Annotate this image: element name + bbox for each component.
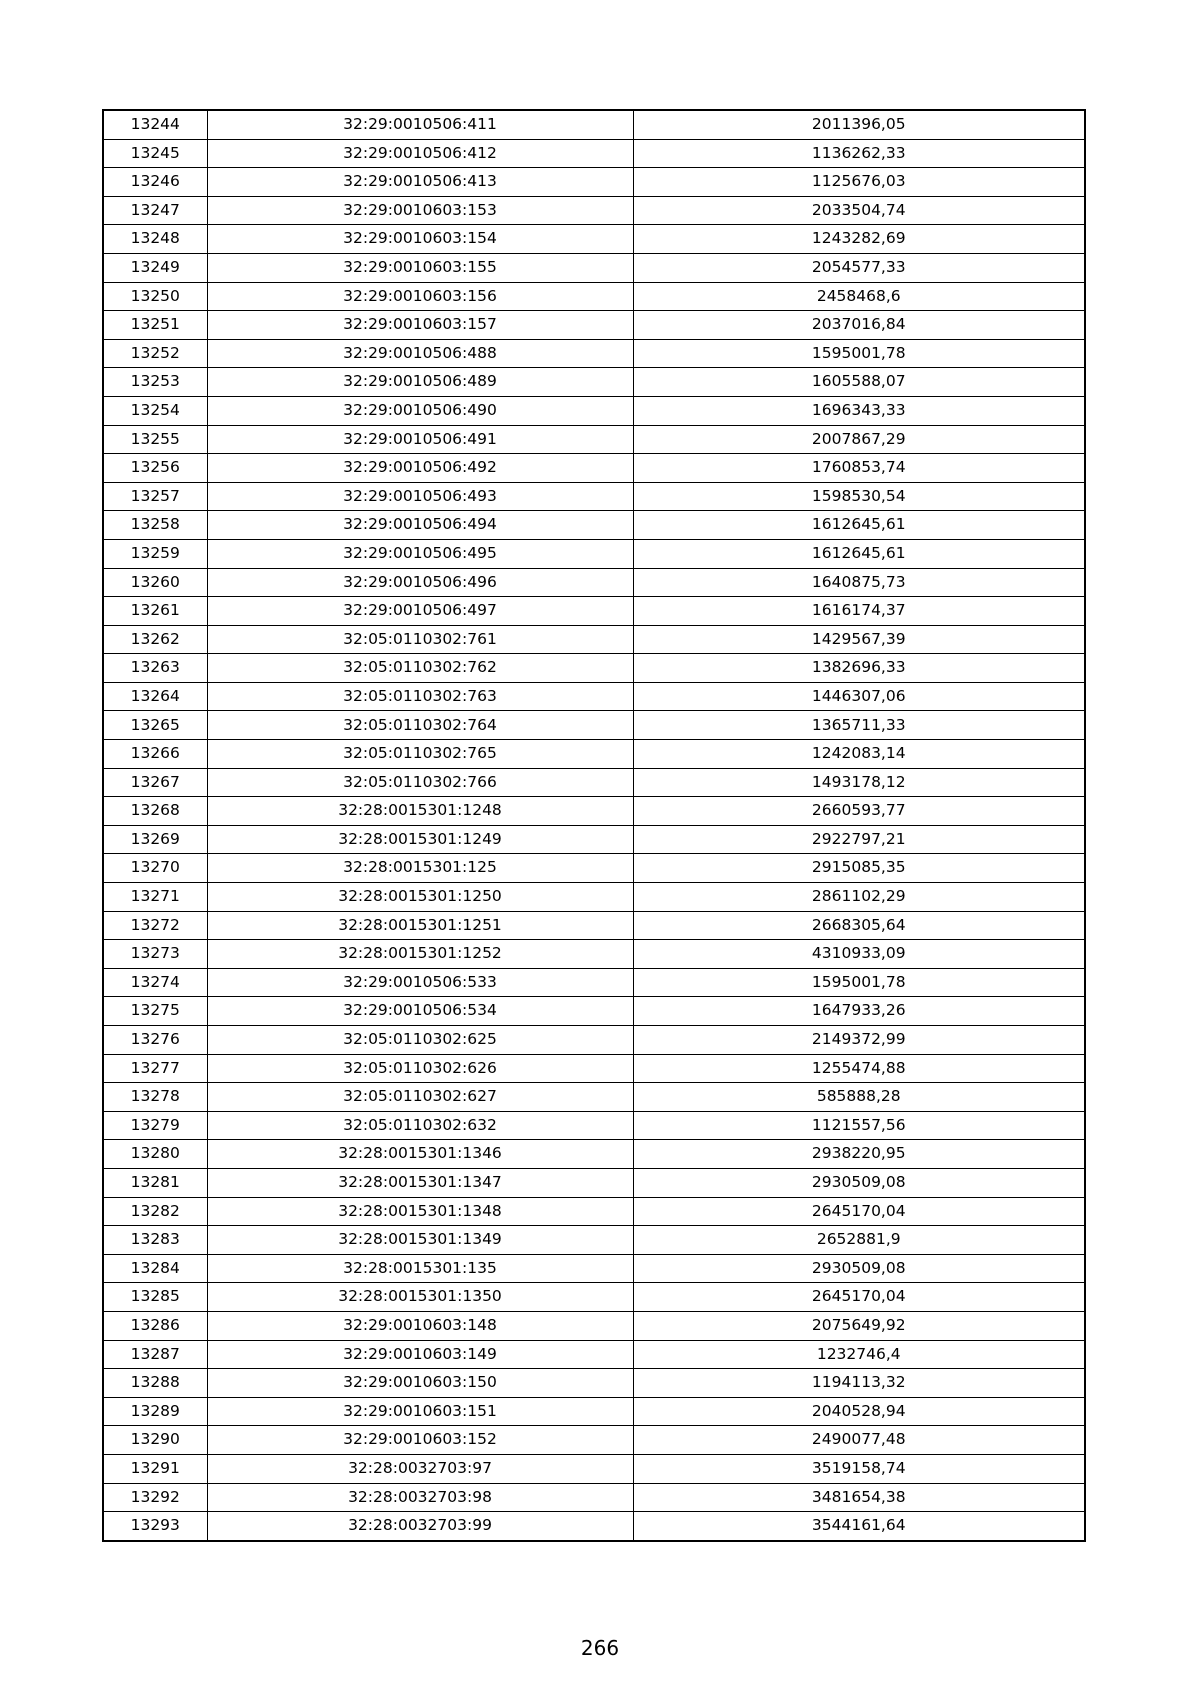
row-number-cell: 13253 [103,368,207,397]
cadastral-number-cell: 32:29:0010506:494 [207,511,633,540]
cadastral-number-cell: 32:28:0015301:1349 [207,1226,633,1255]
cadastral-value-cell: 1194113,32 [633,1369,1085,1398]
cadastral-number-cell: 32:28:0015301:1249 [207,825,633,854]
row-number-cell: 13267 [103,768,207,797]
table-row [103,1426,1085,1455]
cadastral-number-cell: 32:28:0015301:1350 [207,1283,633,1312]
cadastral-value-cell: 1696343,33 [633,396,1085,425]
cadastral-number-cell: 32:05:0110302:625 [207,1026,633,1055]
table-row [103,997,1085,1026]
cadastral-value-cell: 4310933,09 [633,940,1085,969]
table-row [103,1311,1085,1340]
row-number-cell: 13282 [103,1197,207,1226]
cadastral-value-cell: 1125676,03 [633,168,1085,197]
cadastral-value-cell: 1760853,74 [633,454,1085,483]
row-number-cell: 13244 [103,110,207,139]
cadastral-value-cell: 1429567,39 [633,625,1085,654]
table-row [103,1397,1085,1426]
table-row [103,654,1085,683]
row-number-cell: 13284 [103,1254,207,1283]
cadastral-number-cell: 32:28:0032703:98 [207,1483,633,1512]
cadastral-value-cell: 2861102,29 [633,883,1085,912]
cadastral-number-cell: 32:28:0015301:1251 [207,911,633,940]
cadastral-number-cell: 32:29:0010506:490 [207,396,633,425]
cadastral-value-cell: 1232746,4 [633,1340,1085,1369]
table-row [103,911,1085,940]
cadastral-number-cell: 32:28:0015301:1347 [207,1168,633,1197]
cadastral-number-cell: 32:29:0010506:411 [207,110,633,139]
table-row [103,396,1085,425]
cadastral-value-cell: 585888,28 [633,1083,1085,1112]
row-number-cell: 13287 [103,1340,207,1369]
table-row [103,883,1085,912]
cadastral-number-cell: 32:05:0110302:762 [207,654,633,683]
table-row [103,368,1085,397]
cadastral-value-cell: 2652881,9 [633,1226,1085,1255]
row-number-cell: 13275 [103,997,207,1026]
cadastral-value-cell: 1616174,37 [633,597,1085,626]
cadastral-number-cell: 32:29:0010506:496 [207,568,633,597]
cadastral-value-cell: 3481654,38 [633,1483,1085,1512]
table-row [103,311,1085,340]
table-row [103,797,1085,826]
row-number-cell: 13263 [103,654,207,683]
cadastral-value-cell: 2915085,35 [633,854,1085,883]
cadastral-value-cell: 2645170,04 [633,1197,1085,1226]
table-body [103,110,1085,1541]
cadastral-value-cell: 2054577,33 [633,253,1085,282]
table-row [103,425,1085,454]
row-number-cell: 13292 [103,1483,207,1512]
cadastral-value-cell: 2033504,74 [633,196,1085,225]
cadastral-number-cell: 32:29:0010603:157 [207,311,633,340]
table-row [103,1226,1085,1255]
table-row [103,1083,1085,1112]
row-number-cell: 13249 [103,253,207,282]
cadastral-value-cell: 1136262,33 [633,139,1085,168]
cadastral-value-cell: 1605588,07 [633,368,1085,397]
cadastral-value-cell: 1612645,61 [633,539,1085,568]
table-row [103,1254,1085,1283]
cadastral-number-cell: 32:28:0015301:125 [207,854,633,883]
table-row [103,940,1085,969]
table-row [103,711,1085,740]
cadastral-number-cell: 32:29:0010603:151 [207,1397,633,1426]
table-row [103,139,1085,168]
row-number-cell: 13272 [103,911,207,940]
cadastral-value-cell: 1598530,54 [633,482,1085,511]
row-number-cell: 13286 [103,1311,207,1340]
cadastral-value-cell: 1612645,61 [633,511,1085,540]
cadastral-number-cell: 32:29:0010506:492 [207,454,633,483]
cadastral-value-cell: 2922797,21 [633,825,1085,854]
cadastral-value-cell: 1446307,06 [633,682,1085,711]
table-row [103,1512,1085,1541]
row-number-cell: 13251 [103,311,207,340]
cadastral-number-cell: 32:28:0032703:99 [207,1512,633,1541]
cadastral-number-cell: 32:29:0010603:149 [207,1340,633,1369]
row-number-cell: 13271 [103,883,207,912]
row-number-cell: 13291 [103,1454,207,1483]
row-number-cell: 13277 [103,1054,207,1083]
row-number-cell: 13265 [103,711,207,740]
cadastral-value-cell: 2930509,08 [633,1254,1085,1283]
table-row [103,511,1085,540]
cadastral-number-cell: 32:29:0010603:155 [207,253,633,282]
row-number-cell: 13250 [103,282,207,311]
cadastral-number-cell: 32:05:0110302:761 [207,625,633,654]
row-number-cell: 13269 [103,825,207,854]
row-number-cell: 13280 [103,1140,207,1169]
cadastral-value-cell: 1243282,69 [633,225,1085,254]
cadastral-value-cell: 3519158,74 [633,1454,1085,1483]
cadastral-number-cell: 32:05:0110302:766 [207,768,633,797]
cadastral-number-cell: 32:05:0110302:764 [207,711,633,740]
table-row [103,625,1085,654]
table-row [103,253,1085,282]
cadastral-number-cell: 32:29:0010506:489 [207,368,633,397]
cadastral-number-cell: 32:29:0010506:534 [207,997,633,1026]
cadastral-value-table [102,109,1086,1542]
row-number-cell: 13293 [103,1512,207,1541]
table-row [103,682,1085,711]
table-row [103,225,1085,254]
cadastral-number-cell: 32:29:0010603:153 [207,196,633,225]
row-number-cell: 13254 [103,396,207,425]
table-row [103,854,1085,883]
cadastral-number-cell: 32:05:0110302:763 [207,682,633,711]
table-row [103,454,1085,483]
cadastral-value-cell: 2660593,77 [633,797,1085,826]
cadastral-value-cell: 1121557,56 [633,1111,1085,1140]
cadastral-number-cell: 32:29:0010506:497 [207,597,633,626]
cadastral-number-cell: 32:28:0015301:1248 [207,797,633,826]
cadastral-value-cell: 2040528,94 [633,1397,1085,1426]
cadastral-value-cell: 2938220,95 [633,1140,1085,1169]
table-row [103,1026,1085,1055]
cadastral-value-cell: 1255474,88 [633,1054,1085,1083]
cadastral-value-cell: 1382696,33 [633,654,1085,683]
row-number-cell: 13290 [103,1426,207,1455]
cadastral-number-cell: 32:29:0010506:533 [207,968,633,997]
cadastral-value-cell: 2011396,05 [633,110,1085,139]
cadastral-number-cell: 32:29:0010506:493 [207,482,633,511]
row-number-cell: 13257 [103,482,207,511]
cadastral-number-cell: 32:29:0010603:150 [207,1369,633,1398]
cadastral-number-cell: 32:28:0015301:1348 [207,1197,633,1226]
table-row [103,768,1085,797]
cadastral-value-cell: 1647933,26 [633,997,1085,1026]
row-number-cell: 13273 [103,940,207,969]
table-row [103,1054,1085,1083]
table-row [103,539,1085,568]
table-row [103,1283,1085,1312]
cadastral-number-cell: 32:28:0015301:1250 [207,883,633,912]
row-number-cell: 13288 [103,1369,207,1398]
row-number-cell: 13259 [103,539,207,568]
cadastral-number-cell: 32:29:0010506:488 [207,339,633,368]
cadastral-number-cell: 32:29:0010506:412 [207,139,633,168]
cadastral-value-cell: 2458468,6 [633,282,1085,311]
table-row [103,482,1085,511]
cadastral-value-cell: 1242083,14 [633,740,1085,769]
cadastral-number-cell: 32:29:0010506:495 [207,539,633,568]
cadastral-number-cell: 32:05:0110302:626 [207,1054,633,1083]
cadastral-value-cell: 1493178,12 [633,768,1085,797]
row-number-cell: 13252 [103,339,207,368]
table-row [103,1454,1085,1483]
table-row [103,168,1085,197]
cadastral-number-cell: 32:05:0110302:627 [207,1083,633,1112]
row-number-cell: 13283 [103,1226,207,1255]
row-number-cell: 13270 [103,854,207,883]
table-row [103,1369,1085,1398]
cadastral-value-cell: 1595001,78 [633,339,1085,368]
cadastral-value-cell: 2037016,84 [633,311,1085,340]
row-number-cell: 13248 [103,225,207,254]
table-row [103,339,1085,368]
row-number-cell: 13274 [103,968,207,997]
table-row [103,1168,1085,1197]
row-number-cell: 13264 [103,682,207,711]
row-number-cell: 13268 [103,797,207,826]
row-number-cell: 13266 [103,740,207,769]
cadastral-value-cell: 1595001,78 [633,968,1085,997]
cadastral-value-cell: 2930509,08 [633,1168,1085,1197]
cadastral-value-cell: 2007867,29 [633,425,1085,454]
row-number-cell: 13260 [103,568,207,597]
table-row [103,1111,1085,1140]
cadastral-value-cell: 1365711,33 [633,711,1085,740]
table-row [103,568,1085,597]
cadastral-number-cell: 32:29:0010603:148 [207,1311,633,1340]
cadastral-number-cell: 32:29:0010603:154 [207,225,633,254]
cadastral-number-cell: 32:05:0110302:765 [207,740,633,769]
row-number-cell: 13278 [103,1083,207,1112]
table-row [103,597,1085,626]
cadastral-value-cell: 2490077,48 [633,1426,1085,1455]
table-row [103,825,1085,854]
cadastral-value-cell: 1640875,73 [633,568,1085,597]
row-number-cell: 13276 [103,1026,207,1055]
row-number-cell: 13245 [103,139,207,168]
page-number: 266 [580,1636,620,1660]
table-row [103,740,1085,769]
cadastral-value-cell: 2149372,99 [633,1026,1085,1055]
row-number-cell: 13262 [103,625,207,654]
table-row [103,1197,1085,1226]
table-row [103,1483,1085,1512]
table-row [103,1140,1085,1169]
table-row [103,968,1085,997]
row-number-cell: 13247 [103,196,207,225]
cadastral-value-cell: 3544161,64 [633,1512,1085,1541]
cadastral-number-cell: 32:05:0110302:632 [207,1111,633,1140]
row-number-cell: 13258 [103,511,207,540]
cadastral-number-cell: 32:29:0010603:152 [207,1426,633,1455]
row-number-cell: 13256 [103,454,207,483]
cadastral-number-cell: 32:29:0010506:491 [207,425,633,454]
cadastral-number-cell: 32:28:0032703:97 [207,1454,633,1483]
cadastral-value-cell: 2645170,04 [633,1283,1085,1312]
cadastral-value-cell: 2075649,92 [633,1311,1085,1340]
cadastral-value-cell: 2668305,64 [633,911,1085,940]
cadastral-number-cell: 32:29:0010506:413 [207,168,633,197]
row-number-cell: 13246 [103,168,207,197]
table-row [103,110,1085,139]
table-row [103,1340,1085,1369]
table-row [103,282,1085,311]
cadastral-number-cell: 32:29:0010603:156 [207,282,633,311]
row-number-cell: 13285 [103,1283,207,1312]
row-number-cell: 13289 [103,1397,207,1426]
row-number-cell: 13279 [103,1111,207,1140]
cadastral-number-cell: 32:28:0015301:135 [207,1254,633,1283]
row-number-cell: 13255 [103,425,207,454]
table-row [103,196,1085,225]
cadastral-number-cell: 32:28:0015301:1252 [207,940,633,969]
row-number-cell: 13261 [103,597,207,626]
row-number-cell: 13281 [103,1168,207,1197]
cadastral-number-cell: 32:28:0015301:1346 [207,1140,633,1169]
